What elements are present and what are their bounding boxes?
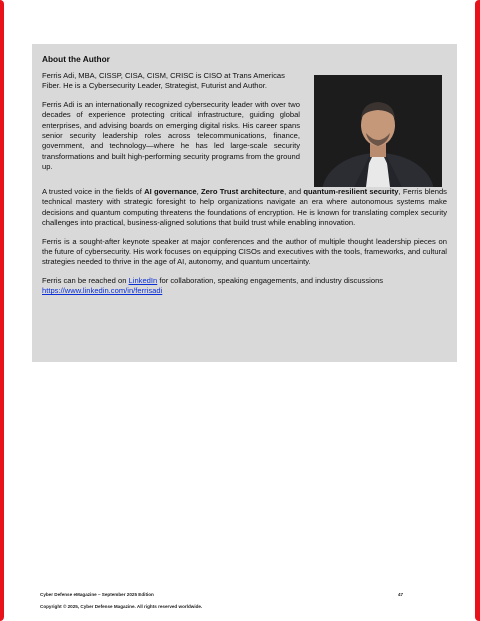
linkedin-url-link[interactable]: https://www.linkedin.com/in/ferrisadi [42, 286, 163, 296]
voice-bold-zero-trust: Zero Trust architecture [201, 187, 285, 196]
contact-text-before: Ferris can be reached on [42, 275, 129, 285]
footer-copyright: Copyright © 2025, Cyber Defense Magazine. All rights reserved worldwide. [40, 604, 203, 609]
voice-text-3: , and [284, 187, 304, 196]
contact-paragraph [42, 276, 447, 297]
intro-row [42, 71, 447, 187]
voice-text-1: A trusted voice in the fields of [42, 187, 145, 196]
bio-paragraph: Ferris Adi is an internationally recognized cybersecurity leader with over two decades of experience protecting critical infrastructure, guiding global enterprises, and advising boards on emerging digital risks. His career spans senior security leadership roles across telecommunications, finance, government, and technology—where he has led large-scale security transformations and built high-performing security programs from the ground up. [42, 99, 300, 172]
red-edge-left [0, 0, 4, 621]
intro-column [42, 71, 300, 181]
footer-page-number: 47 [398, 592, 404, 597]
footer-edition: Cyber Defense eMagazine – September 2025 Edition [40, 592, 154, 597]
linkedin-link[interactable]: LinkedIn [128, 275, 158, 285]
voice-text-2: , [196, 187, 201, 196]
voice-paragraph [42, 187, 447, 229]
about-author-box [32, 44, 457, 362]
author-photo [314, 75, 442, 187]
speaker-paragraph: Ferris is a sought-after keynote speaker at major conferences and the author of multiple thought leadership pieces on the future of cybersecurity. His work focuses on equipping CISOs and executives with the tools, frameworks, and cultural strategies needed to thrive in the age of AI, autonomy, and quantum uncertainty. [42, 236, 447, 267]
voice-bold-ai-governance: AI governance [144, 187, 197, 196]
voice-text-4: , Ferris blends technical mastery with strategic foresight to help organizations navigate an era where autonomous systems make decisions and quantum computing threatens the foundations of encryption. He is known for translating complex security challenges into practical, business-aligned solutions that build trust while enabling innovation. [42, 187, 447, 228]
about-author-heading: About the Author [42, 54, 110, 64]
intro-paragraph: Ferris Adi, MBA, CISSP, CISA, CISM, CRISC is CISO at Trans Americas Fiber. He is a Cybersecurity Leader, Strategist, Futurist and Author. [42, 71, 285, 91]
contact-text-after: for collaboration, speaking engagements, and industry discussions [157, 275, 384, 285]
red-edge-right [475, 0, 480, 621]
voice-bold-quantum-resilient: quantum-resilient security [303, 187, 399, 196]
